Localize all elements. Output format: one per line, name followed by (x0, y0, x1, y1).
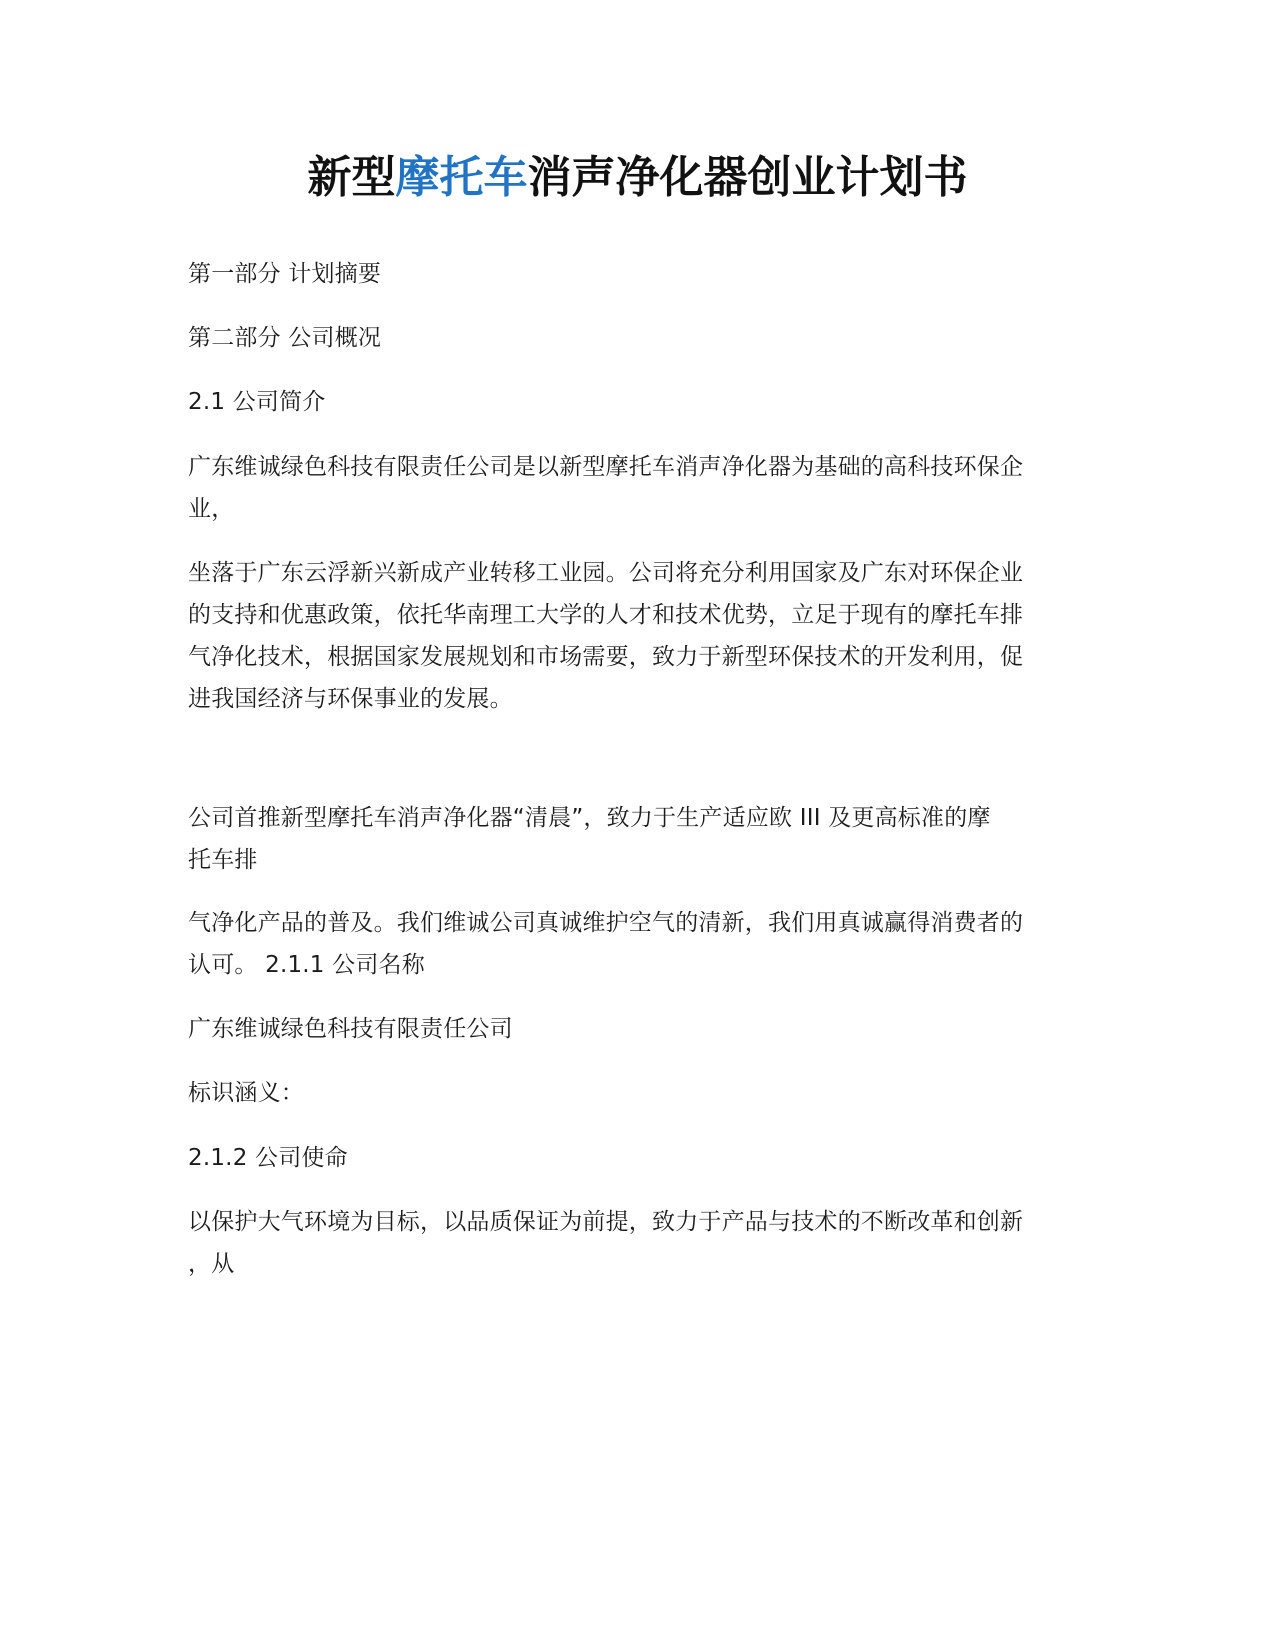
paragraph-company-name (188, 1008, 1093, 1050)
section-heading-part-two (188, 317, 1093, 359)
text-line: 托车排 (188, 847, 258, 873)
text-line: 业， (188, 496, 235, 522)
paragraph-location-policy (188, 552, 1093, 720)
document-title (0, 148, 1275, 208)
text-line: 标识涵义： (188, 1080, 304, 1106)
text-line: 坐落于广东云浮新兴新成产业转移工业园。公司将充分利用国家及广东对环保企业 (188, 560, 1024, 586)
paragraph-product-intro (188, 797, 1093, 881)
text-line: 广东维诚绿色科技有限责任公司是以新型摩托车消声净化器为基础的高科技环保企 (188, 454, 1024, 480)
paragraph-product-mission (188, 902, 1093, 986)
title-prefix: 新型 (307, 152, 396, 203)
subsection-heading-company-mission (188, 1137, 1093, 1179)
text-line: 气净化技术，根据国家发展规划和市场需要，致力于新型环保技术的开发利用，促 (188, 644, 1024, 670)
text-line: 2.1.2 公司使命 (188, 1145, 348, 1171)
subsection-heading-company-intro (188, 381, 1093, 423)
text-line: 以保护大气环境为目标，以品质保证为前提，致力于产品与技术的不断改革和创新 (188, 1209, 1024, 1235)
title-highlight: 摩托车 (395, 152, 528, 203)
text-line: 的支持和优惠政策，依托华南理工大学的人才和技术优势，立足于现有的摩托车排 (188, 602, 1024, 628)
paragraph-company-mission (188, 1201, 1093, 1285)
text-line: 气净化产品的普及。我们维诚公司真诚维护空气的清新，我们用真诚赢得消费者的 (188, 910, 1024, 936)
title-suffix: 消声净化器创业计划书 (527, 152, 968, 203)
text-line: 公司首推新型摩托车消声净化器“清晨”，致力于生产适应欧 III 及更高标准的摩 (188, 805, 991, 831)
paragraph-company-intro (188, 446, 1093, 530)
section-heading-part-one (188, 253, 1093, 295)
text-line: ，从 (188, 1251, 235, 1277)
text-line: 第一部分 计划摘要 (188, 261, 382, 287)
text-line: 广东维诚绿色科技有限责任公司 (188, 1016, 513, 1042)
text-line: 2.1 公司简介 (188, 389, 326, 415)
text-line: 认可。 2.1.1 公司名称 (188, 952, 425, 978)
text-line: 第二部分 公司概况 (188, 325, 382, 351)
text-line: 进我国经济与环保事业的发展。 (188, 686, 513, 712)
paragraph-logo-meaning (188, 1072, 1093, 1114)
